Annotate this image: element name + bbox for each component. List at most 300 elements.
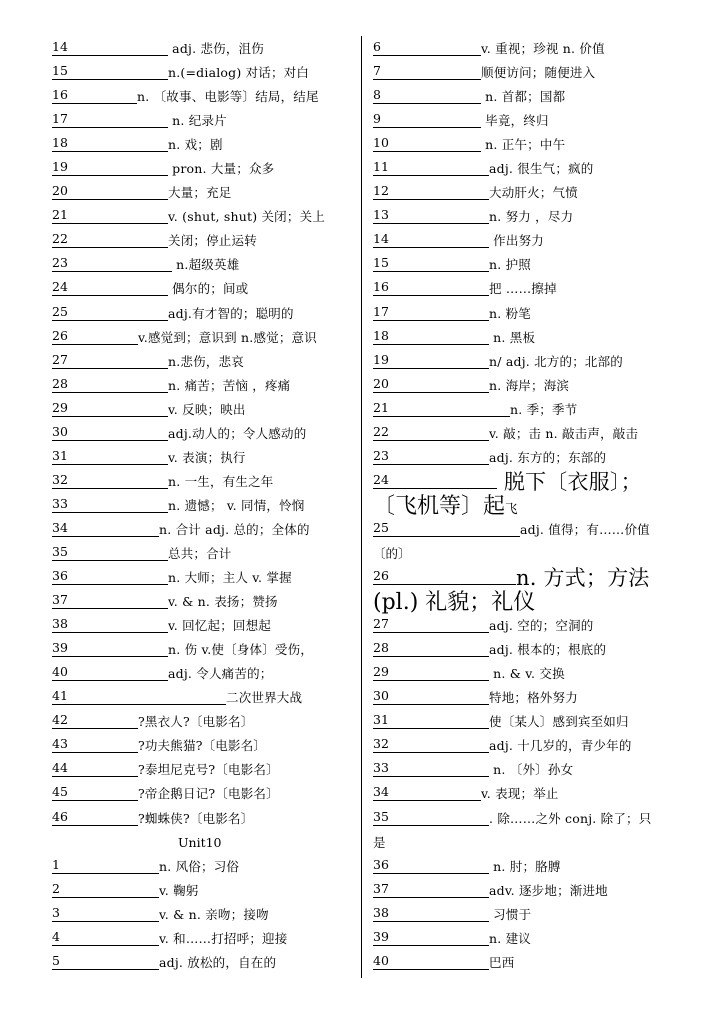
entry-number: 23: [373, 447, 389, 463]
vocab-entry: [52, 662, 354, 686]
vocab-entry: [373, 398, 673, 422]
definition-continuation: [373, 590, 673, 614]
vocab-entry: [373, 37, 673, 61]
answer-blank[interactable]: [373, 808, 489, 826]
answer-blank[interactable]: [373, 278, 489, 296]
answer-blank[interactable]: [52, 759, 138, 777]
answer-blank[interactable]: [52, 158, 168, 176]
entry-number: 22: [52, 231, 68, 247]
entry-definition: v. 和……打招呼；迎接: [159, 930, 288, 946]
answer-blank[interactable]: [373, 303, 489, 321]
answer-blank[interactable]: [373, 471, 497, 489]
answer-blank[interactable]: [52, 447, 168, 465]
entry-definition: 二次世界大战: [226, 690, 303, 706]
entry-definition: adj.有才智的；聪明的: [168, 305, 294, 321]
column-divider: [361, 36, 362, 978]
answer-blank[interactable]: [373, 783, 481, 801]
entry-number: 35: [373, 808, 389, 824]
entry-number: 25: [52, 303, 68, 319]
entry-number: 9: [373, 111, 381, 127]
entry-number: 27: [373, 616, 389, 632]
entry-definition: n. 大师；主人 v. 掌握: [168, 570, 292, 586]
entry-definition: adj. 空的；空洞的: [489, 618, 594, 634]
answer-blank[interactable]: [373, 423, 489, 441]
vocab-entry: [373, 181, 673, 205]
vocab-entry: [52, 758, 354, 782]
entry-number: 40: [52, 664, 68, 680]
answer-blank[interactable]: [52, 952, 159, 970]
vocab-entry: [52, 61, 354, 85]
answer-blank[interactable]: [52, 303, 168, 321]
answer-blank[interactable]: [52, 615, 168, 633]
vocab-entry: [373, 951, 673, 975]
answer-blank[interactable]: [373, 904, 489, 922]
entry-number: 23: [52, 255, 68, 271]
entry-definition: n. 合计 adj. 总的；全体的: [159, 521, 310, 537]
vocab-entry: [52, 422, 354, 446]
entry-definition: adj. 悲伤，沮伤: [168, 41, 264, 56]
vocab-entry: [52, 927, 354, 951]
entry-number: 4: [52, 928, 60, 944]
entry-number: 3: [52, 904, 60, 920]
entry-number: 19: [373, 351, 389, 367]
continuation-text: 〔飞机等〕起: [373, 493, 506, 519]
vocab-entry: [373, 205, 673, 229]
entry-number: 34: [52, 519, 68, 535]
answer-blank[interactable]: [52, 375, 168, 393]
vocab-entry: [373, 85, 673, 109]
entry-definition: ?功夫熊猫?〔电影名〕: [138, 738, 267, 754]
entry-definition: v. (shut, shut) 关闭；关上: [168, 209, 325, 225]
answer-blank[interactable]: [52, 663, 168, 681]
entry-definition: n.悲伤，悲哀: [168, 353, 244, 369]
entry-definition: ?黑衣人?〔电影名〕: [138, 714, 254, 730]
entry-definition: n. 一生，有生之年: [168, 473, 274, 489]
vocab-entry: [52, 326, 354, 350]
entry-definition: v. 重视；珍视 n. 价值: [481, 41, 605, 56]
entry-number: 30: [52, 423, 68, 439]
vocab-entry: [52, 734, 354, 758]
vocab-entry: [52, 277, 354, 301]
entry-number: 18: [52, 135, 68, 151]
vocab-entry: [52, 205, 354, 229]
vocab-entry: [52, 590, 354, 614]
entry-definition: 关闭；停止运转: [168, 233, 257, 249]
entry-number: 39: [373, 928, 389, 944]
right-vocab-column: [373, 37, 673, 975]
vocab-entry: [52, 686, 354, 710]
vocab-entry: [373, 927, 673, 951]
entry-definition: n. 〔故事、电影等〕结局，结尾: [137, 89, 319, 105]
vocab-entry: [52, 350, 354, 374]
answer-blank[interactable]: [373, 735, 489, 753]
entry-number: 29: [52, 399, 68, 415]
entry-definition: n. 正午；中午: [481, 137, 566, 153]
entry-number: 32: [373, 736, 389, 752]
entry-number: 33: [52, 495, 68, 511]
entry-number: 16: [52, 87, 68, 103]
entry-number: 42: [52, 712, 68, 728]
answer-blank[interactable]: [373, 375, 489, 393]
entry-number: 38: [52, 616, 68, 632]
vocab-entry: [52, 638, 354, 662]
entry-definition: 把 ……擦掉: [489, 281, 557, 297]
answer-blank[interactable]: [373, 880, 489, 898]
vocab-entry: [52, 37, 354, 61]
vocab-entry: [373, 662, 673, 686]
entry-definition: 作出努力: [489, 233, 544, 249]
entry-definition: 脱下〔衣服〕；: [497, 469, 642, 494]
vocab-entry: [373, 758, 673, 782]
entry-definition: 大量；充足: [168, 185, 232, 201]
answer-blank[interactable]: [52, 278, 168, 296]
entry-number: 19: [52, 159, 68, 175]
vocab-entry: [52, 133, 354, 157]
vocab-entry: [373, 710, 673, 734]
entry-number: 6: [373, 39, 381, 54]
entry-number: 46: [52, 808, 68, 824]
entry-number: 26: [52, 327, 68, 343]
entry-number: 44: [52, 760, 68, 776]
vocab-entry: [52, 253, 354, 277]
answer-blank[interactable]: [373, 856, 489, 874]
answer-blank[interactable]: [373, 399, 510, 417]
entry-definition: ?蜘蛛侠?〔电影名〕: [138, 810, 254, 826]
vocab-entry: [52, 903, 354, 927]
answer-blank[interactable]: [373, 687, 489, 705]
entry-definition: 总共；合计: [168, 545, 232, 561]
vocab-entry: [373, 686, 673, 710]
entry-number: 7: [373, 63, 381, 79]
answer-blank[interactable]: [373, 447, 489, 465]
entry-number: 15: [52, 63, 68, 79]
vocab-entry: [373, 879, 673, 903]
definition-continuation: 是: [373, 834, 386, 850]
answer-blank[interactable]: [52, 567, 168, 585]
entry-definition: v. 表现；举止: [481, 786, 559, 802]
entry-number: 24: [52, 279, 68, 295]
entry-definition: n.超级英雄: [172, 257, 240, 273]
left-vocab-column: [52, 37, 354, 975]
entry-definition: 巴西: [489, 954, 515, 970]
entry-definition: ?帝企鹅日记?〔电影名〕: [138, 786, 279, 802]
entry-number: 36: [373, 856, 389, 872]
answer-blank[interactable]: [373, 639, 489, 657]
answer-blank[interactable]: [52, 711, 138, 729]
answer-blank[interactable]: [52, 904, 159, 922]
answer-blank[interactable]: [373, 711, 489, 729]
entry-number: 31: [52, 447, 68, 463]
entry-number: 41: [52, 688, 68, 704]
vocab-entry: [52, 109, 354, 133]
answer-blank[interactable]: [52, 880, 159, 898]
vocab-entry: [52, 374, 354, 398]
vocab-entry: [373, 734, 673, 758]
answer-blank[interactable]: [52, 591, 168, 609]
answer-blank[interactable]: [373, 351, 489, 369]
vocab-entry: [373, 133, 673, 157]
entry-definition: 毕竟，终归: [481, 113, 549, 129]
entry-number: 14: [52, 39, 68, 54]
entry-number: 28: [52, 375, 68, 391]
entry-definition: n. 粉笔: [489, 305, 531, 321]
vocab-entry: [373, 350, 673, 374]
answer-blank[interactable]: [52, 495, 168, 513]
entry-definition: v.感觉到；意识到 n.感觉；意识: [138, 329, 317, 345]
entry-number: 25: [373, 519, 389, 535]
entry-definition: v. & n. 亲吻；接吻: [159, 906, 269, 922]
vocab-entry: [373, 903, 673, 927]
entry-number: 30: [373, 688, 389, 704]
entry-definition: v. 敲；击 n. 敲击声，敲击: [489, 425, 639, 441]
entry-number: 17: [52, 111, 68, 127]
entry-definition: n. 风俗；习俗: [159, 858, 240, 874]
answer-blank[interactable]: [373, 567, 516, 585]
answer-blank[interactable]: [52, 86, 137, 104]
answer-blank[interactable]: [373, 663, 489, 681]
continuation-tail: 飞: [505, 500, 518, 516]
entry-definition: n. 海岸；海滨: [489, 377, 570, 393]
vocab-entry: [52, 807, 354, 831]
answer-blank[interactable]: [373, 254, 489, 272]
entry-definition: n. 努力 ，尽力: [489, 209, 574, 225]
entry-definition: n/ adj. 北方的；北部的: [489, 353, 624, 369]
entry-definition: n.(=dialog) 对话；对白: [168, 65, 310, 81]
answer-blank[interactable]: [52, 735, 138, 753]
entry-definition: . 除……之外 conj. 除了；只: [489, 810, 652, 826]
entry-definition: adj. 值得；有……价值: [520, 521, 650, 537]
answer-blank[interactable]: [52, 543, 168, 561]
entry-number: 40: [373, 952, 389, 968]
entry-number: 37: [52, 592, 68, 608]
answer-blank[interactable]: [52, 639, 168, 657]
entry-definition: pron. 大量；众多: [168, 161, 275, 177]
vocab-entry: [52, 710, 354, 734]
entry-number: 36: [52, 568, 68, 584]
entry-number: 18: [373, 327, 389, 343]
entry-number: 13: [373, 207, 389, 223]
entry-definition: 偶尔的；间或: [168, 281, 249, 297]
entry-definition: n. 纪录片: [168, 113, 227, 129]
vocab-entry: [52, 85, 354, 109]
entry-definition: n. 首都；国都: [481, 89, 566, 105]
entry-definition: n. 季；季节: [510, 401, 578, 417]
entry-number: 20: [373, 375, 389, 391]
entry-definition: n. 痛苦；苦恼 ，疼痛: [168, 377, 291, 393]
entry-definition: adj. 放松的，自在的: [159, 954, 277, 970]
answer-blank[interactable]: [373, 759, 489, 777]
answer-blank[interactable]: [373, 928, 489, 946]
vocab-entry: [52, 782, 354, 806]
entry-number: 16: [373, 279, 389, 295]
entry-definition: adj. 很生气；疯的: [489, 161, 594, 177]
answer-blank[interactable]: [52, 110, 168, 128]
vocab-entry: [52, 518, 354, 542]
answer-blank[interactable]: [52, 182, 168, 200]
entry-definition: n. 肘；胳膊: [489, 858, 561, 874]
answer-blank[interactable]: [373, 519, 520, 537]
answer-blank[interactable]: [373, 952, 489, 970]
entry-definition: adj. 令人痛苦的；: [168, 666, 273, 682]
vocab-entry: [373, 326, 673, 350]
vocab-entry: [373, 518, 673, 542]
entry-number: 21: [52, 207, 68, 223]
vocab-entry: [373, 253, 673, 277]
entry-number: 29: [373, 664, 389, 680]
entry-number: 28: [373, 640, 389, 656]
answer-blank[interactable]: [52, 230, 168, 248]
answer-blank[interactable]: [373, 615, 489, 633]
answer-blank[interactable]: [52, 134, 168, 152]
entry-definition: 顺便访问；随便进入: [481, 65, 596, 81]
entry-definition: adj. 东方的；东部的: [489, 449, 607, 465]
answer-blank[interactable]: [52, 206, 168, 224]
entry-number: 12: [373, 183, 389, 199]
answer-blank[interactable]: [52, 62, 168, 80]
entry-definition: n. 护照: [489, 257, 531, 273]
vocab-entry: [373, 229, 673, 253]
entry-number: 11: [373, 159, 389, 175]
answer-blank[interactable]: [52, 519, 159, 537]
entry-definition: n. 遗憾； v. 同情，怜悯: [168, 497, 305, 513]
entry-number: 24: [373, 471, 389, 487]
entry-definition: adv. 逐步地；渐进地: [489, 882, 608, 898]
answer-blank[interactable]: [373, 38, 481, 56]
vocab-entry: [373, 782, 673, 806]
answer-blank[interactable]: [373, 182, 489, 200]
vocab-entry: [373, 277, 673, 301]
vocab-entry: [52, 566, 354, 590]
entry-number: 21: [373, 399, 389, 415]
entry-definition: n. 戏；剧: [168, 137, 223, 153]
entry-number: 34: [373, 784, 389, 800]
entry-number: 45: [52, 784, 68, 800]
entry-definition: n. 〔外〕孙女: [489, 762, 574, 778]
entry-number: 37: [373, 880, 389, 896]
entry-definition: v. 表演；执行: [168, 449, 246, 465]
vocab-entry: [373, 855, 673, 879]
answer-blank[interactable]: [52, 783, 138, 801]
answer-blank[interactable]: [52, 423, 168, 441]
answer-blank[interactable]: [52, 38, 168, 56]
vocab-entry: [373, 446, 673, 470]
answer-blank[interactable]: [373, 110, 481, 128]
vocab-entry: [52, 855, 354, 879]
vocab-entry: [52, 302, 354, 326]
vocab-entry: [373, 422, 673, 446]
entry-definition: n. 黑板: [489, 329, 536, 345]
entry-definition: ?泰坦尼克号?〔电影名〕: [138, 762, 279, 778]
entry-definition: v. 回忆起；回想起: [168, 618, 272, 634]
entry-number: 14: [373, 231, 389, 247]
vocab-entry: [373, 614, 673, 638]
answer-blank[interactable]: [373, 230, 489, 248]
entry-definition: 习惯于: [489, 906, 532, 922]
entry-number: 33: [373, 760, 389, 776]
vocab-entry: [52, 157, 354, 181]
entry-number: 43: [52, 736, 68, 752]
answer-blank[interactable]: [373, 134, 481, 152]
vocab-entry: [52, 879, 354, 903]
entry-definition: v. & n. 表扬；赞扬: [168, 594, 278, 610]
answer-blank[interactable]: [373, 327, 489, 345]
answer-blank[interactable]: [373, 158, 489, 176]
entry-definition: v. 鞠躬: [159, 882, 199, 898]
vocab-entry: [52, 229, 354, 253]
answer-blank[interactable]: [373, 62, 481, 80]
entry-definition: n. 建议: [489, 930, 531, 946]
vocab-entry: [52, 398, 354, 422]
entry-number: 38: [373, 904, 389, 920]
entry-definition: v. 反映；映出: [168, 401, 246, 417]
vocab-entry: [373, 374, 673, 398]
answer-blank[interactable]: [52, 808, 138, 826]
entry-definition: 使〔某人〕感到宾至如归: [489, 714, 629, 730]
vocab-entry: [373, 61, 673, 85]
entry-number: 22: [373, 423, 389, 439]
vocab-entry: [373, 302, 673, 326]
definition-continuation: 〔的〕: [373, 545, 411, 561]
answer-blank[interactable]: [373, 206, 489, 224]
entry-definition: adj. 十几岁的，青少年的: [489, 738, 632, 754]
answer-blank[interactable]: [52, 351, 168, 369]
answer-blank[interactable]: [52, 254, 172, 272]
vocab-entry: [52, 494, 354, 518]
answer-blank[interactable]: [52, 928, 159, 946]
answer-blank[interactable]: [373, 86, 481, 104]
answer-blank[interactable]: [52, 687, 226, 705]
vocab-entry: [373, 807, 673, 831]
entry-number: 27: [52, 351, 68, 367]
entry-number: 5: [52, 952, 60, 968]
vocab-entry: [52, 446, 354, 470]
entry-definition: adj. 根本的；根底的: [489, 642, 607, 658]
entry-definition: adj.动人的；令人感动的: [168, 425, 307, 441]
entry-number: 32: [52, 471, 68, 487]
vocab-entry: [373, 566, 673, 590]
entry-number: 15: [373, 255, 389, 271]
vocab-entry: [373, 470, 673, 494]
entry-number: 1: [52, 856, 60, 872]
entry-definition: n. 伤 v.使〔身体〕受伤，: [168, 642, 314, 658]
unit-heading: Unit10: [178, 834, 222, 850]
entry-number: 2: [52, 880, 60, 896]
continuation-text: (pl.) 礼貌；礼仪: [373, 590, 536, 616]
entry-number: 26: [373, 568, 389, 584]
entry-definition: n. & v. 交换: [489, 666, 565, 682]
answer-blank[interactable]: [52, 327, 138, 345]
answer-blank[interactable]: [52, 856, 159, 874]
entry-number: 35: [52, 543, 68, 559]
entry-number: 31: [373, 712, 389, 728]
entry-number: 20: [52, 183, 68, 199]
entry-definition: n. 方式；方法: [516, 566, 650, 591]
entry-number: 39: [52, 640, 68, 656]
answer-blank[interactable]: [52, 471, 168, 489]
entry-number: 8: [373, 87, 381, 103]
vocab-entry: [373, 157, 673, 181]
vocab-entry: [52, 614, 354, 638]
definition-continuation: [373, 494, 673, 518]
answer-blank[interactable]: [52, 399, 168, 417]
vocab-entry: [373, 109, 673, 133]
vocab-entry: [52, 470, 354, 494]
vocab-entry: [52, 951, 354, 975]
vocab-entry: [373, 638, 673, 662]
entry-number: 10: [373, 135, 389, 151]
entry-definition: 大动肝火；气愤: [489, 185, 578, 201]
vocab-entry: [52, 181, 354, 205]
